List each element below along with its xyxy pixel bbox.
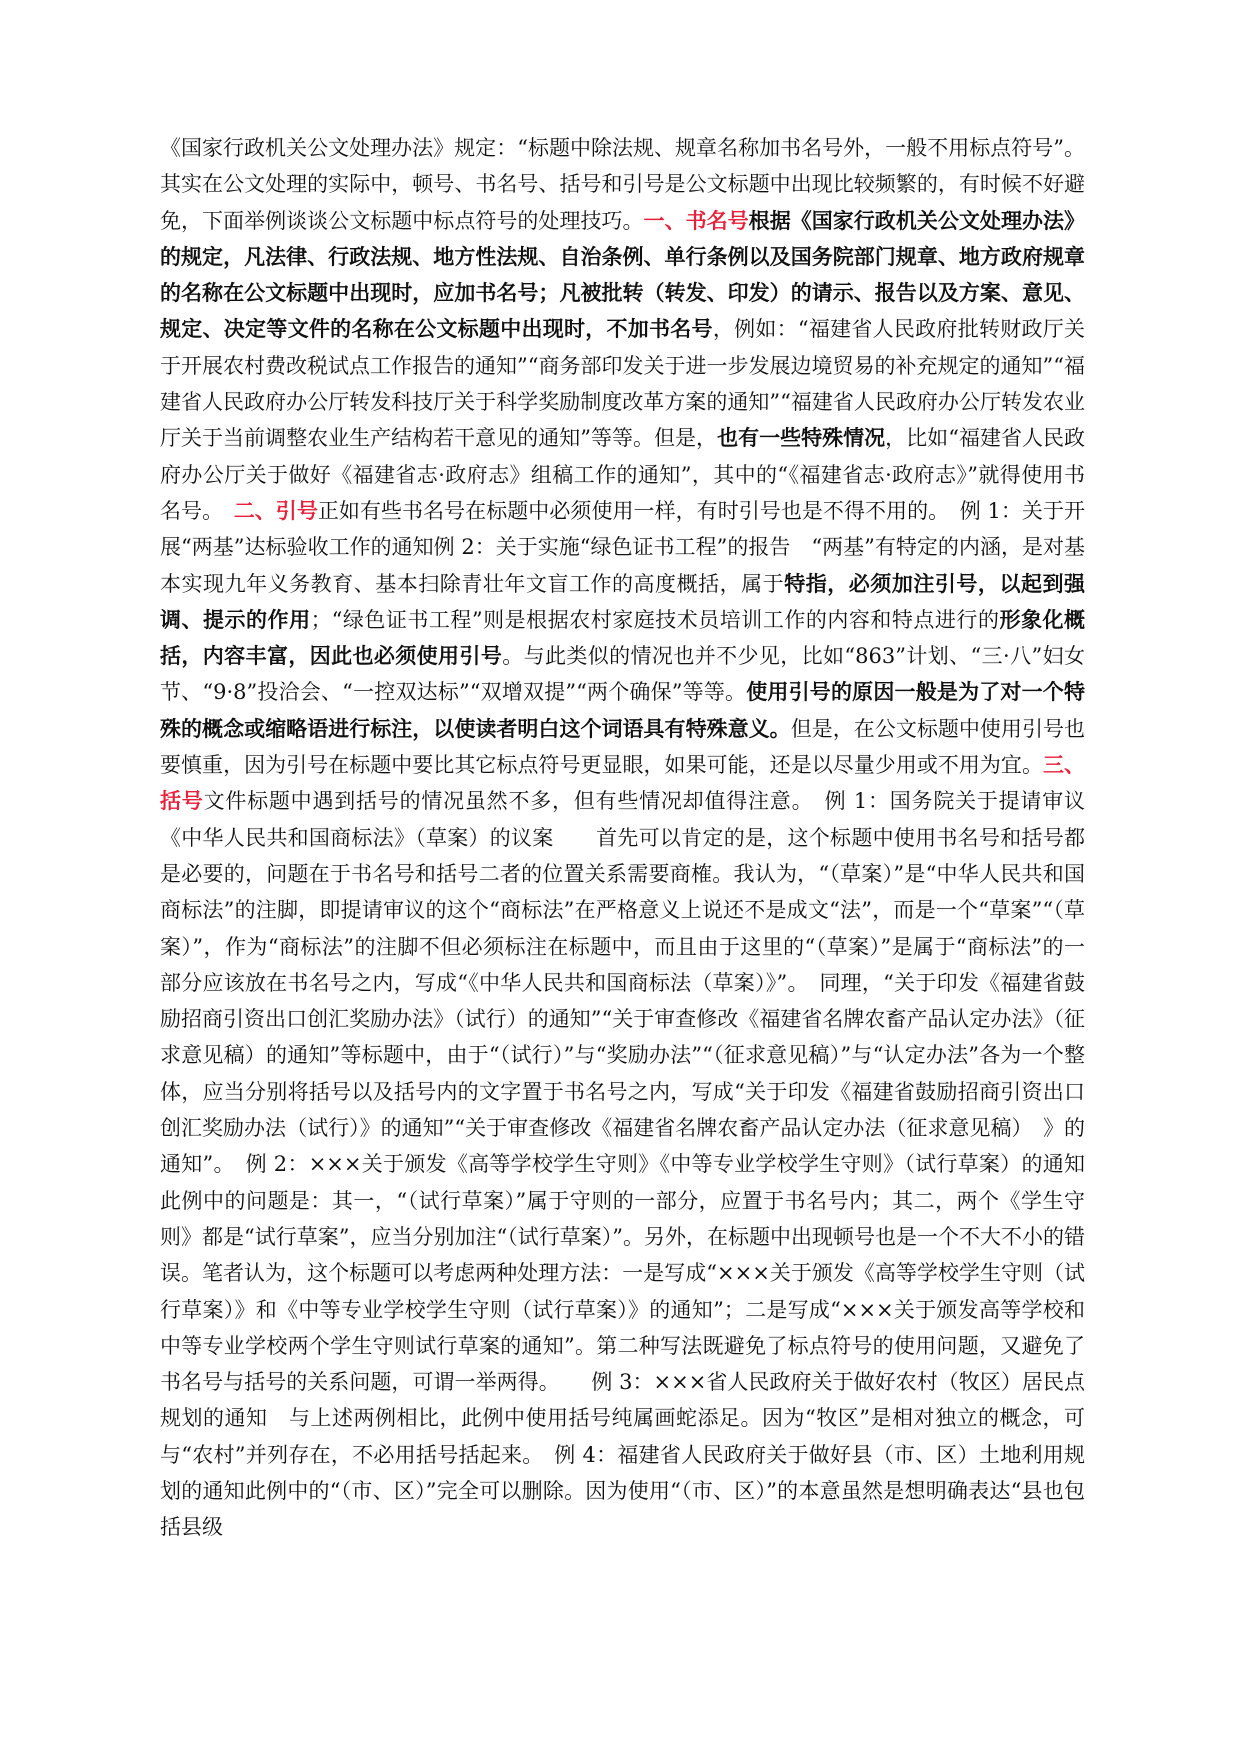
section1-special-case: ，比如“福建省人民政府办公厅关于做好《福建省志·政府志》组稿工作的通知”，其中的“《福建省志·政府志》”就得使用书名号。 [160, 426, 1085, 523]
section3-body: 文件标题中遇到括号的情况虽然不多，但有些情况却值得注意。 例 1：国务院关于提请审议《中华人民共和国商标法》（草案）的议案 首先可以肯定的是，这个标题中使用书名号和括号都是必要的，问题在于书名号和括号二者的位置关系需要商榷。我认为，“（草案）”是“中华人民共和国商标法”的注脚，即提请审议的这个“商标法”在严格意义上说还不是成文“法”，而是一个“草案”“（草案）”，作为“商标法”的注脚不但必须标注在标题中，而且由于这里的“（草案）”是属于“商标法”的一部分应该放在书名号之内，写成“《中华人民共和国商标法（草案）》”。 同理，“关于印发《福建省鼓励招商引资出口创汇奖励办法》（试行）的通知”“关于审查修改《福建省名牌农畜产品认定办法》（征求意见稿）的通知”等标题中，由于“（试行）”与“奖励办法”“（征求意见稿）”与“认定办法”各为一个整体，应当分别将括号以及括号内的文字置于书名号之内，写成“关于印发《福建省鼓励招商引资出口创汇奖励办法（试行）》的通知”“关于审查修改《福建省名牌农畜产品认定办法（征求意见稿） 》的通知”。 例 2：×××关于颁发《高等学校学生守则》《中等专业学校学生守则》（试行草案）的通知 此例中的问题是：其一，“（试行草案）”属于守则的一部分，应置于书名号内；其二，两个《学生守则》都是“试行草案”，应当分别加注“（试行草案）”。另外，在标题中出现顿号也是一个不大不小的错误。笔者认为，这个标题可以考虑两种处理方法：一是写成“×××关于颁发《高等学校学生守则（试行草案）》和《中等专业学校学生守则（试行草案）》的通知”；二是写成“×××关于颁发高等学校和中等专业学校两个学生守则试行草案的通知”。第二种写法既避免了标点符号的使用问题，又避免了书名号与括号的关系问题，可谓一举两得。 例 3：×××省人民政府关于做好农村（牧区）居民点规划的通知 与上述两例相比，此例中使用括号纯属画蛇添足。因为“牧区”是相对独立的概念，可与“农村”并列存在，不必用括号括起来。 例 4：福建省人民政府关于做好县（市、区）土地利用规划的通知此例中的“（市、区）”完全可以删除。因为使用“（市、区）”的本意虽然是想明确表达“县也包括县级 [160, 789, 1106, 1540]
section2-caution: 但是，在公文标题中使用引号也要慎重，因为引号在标题中要比其它标点符号更显眼，如果可能，还是以尽量少用或不用为宜。 [160, 716, 1086, 778]
section2-bold-figurative: 形象化概括，内容丰富，因此也必须使用引号 [160, 606, 1086, 669]
section-heading-quotation-marks: 二、引号 [233, 497, 318, 523]
section1-bold-special: 也有一些特殊情况 [717, 425, 886, 451]
section-heading-book-title-marks: 一、书名号 [643, 207, 749, 233]
section2-bold-special-reference: 特指，必须加注引号，以起到强调、提示的作用 [160, 570, 1086, 632]
section1-bold-rule: 根据《国家行政机关公文处理办法》的规定，凡法律、行政法规、地方性法规、自治条例、单行条例以及国务院部门规章、地方政府规章的名称在公文标题中出现时，应加书名号；凡被批转（转发、印发）的请示、报告以及方案、意见、规定、决定等文件的名称在公文标题中出现时，不加书名号 [160, 207, 1086, 342]
section-heading-brackets: 三、括号 [160, 752, 1086, 814]
section2-bold-reason: 使用引号的原因一般是为了对一个特殊的概念或缩略语进行标注，以使读者明白这个词语具有特殊意义。 [160, 679, 1085, 741]
document-page [160, 130, 1106, 1546]
intro-text: 《国家行政机关公文处理办法》规定：“标题中除法规、规章名称加书名号外，一般不用标点符号”。其实在公文处理的实际中，顿号、书名号、括号和引号是公文标题中出现比较频繁的，有时候不好避免，下面举例谈谈公文标题中标点符号的处理技巧。 [160, 136, 1085, 233]
section1-examples: ，例如：“福建省人民政府批转财政厅关于开展农村费改税试点工作报告的通知”“商务部印发关于进一步发展边境贸易的补充规定的通知”“福建省人民政府办公厅转发科技厅关于科学奖励制度改革方案的通知”“福建省人民政府办公厅转发农业厅关于当前调整农业生产结构若干意见的通知”等等。但是， [160, 317, 1086, 451]
article-body [160, 130, 1106, 1546]
section2-text-green-cert: ；“绿色证书工程”则是根据农村家庭技术员培训工作的内容和特点进行的 [310, 607, 1000, 632]
section2-intro: 正如有些书名号在标题中必须使用一样，有时引号也是不得不用的。 例 1：关于开展“两基”达标验收工作的通知例 2：关于实施“绿色证书工程”的报告 “两基”有特定的内涵，是对基本实现九年义务教育、基本扫除青壮年文盲工作的高度概括，属于 [160, 498, 1086, 596]
section2-similar-cases: 。与此类似的情况也并不少见，比如“863”计划、“三·八”妇女节、“9·8”投洽会、“一控双达标”“双增双提”“两个确保”等等。 [160, 644, 1086, 705]
